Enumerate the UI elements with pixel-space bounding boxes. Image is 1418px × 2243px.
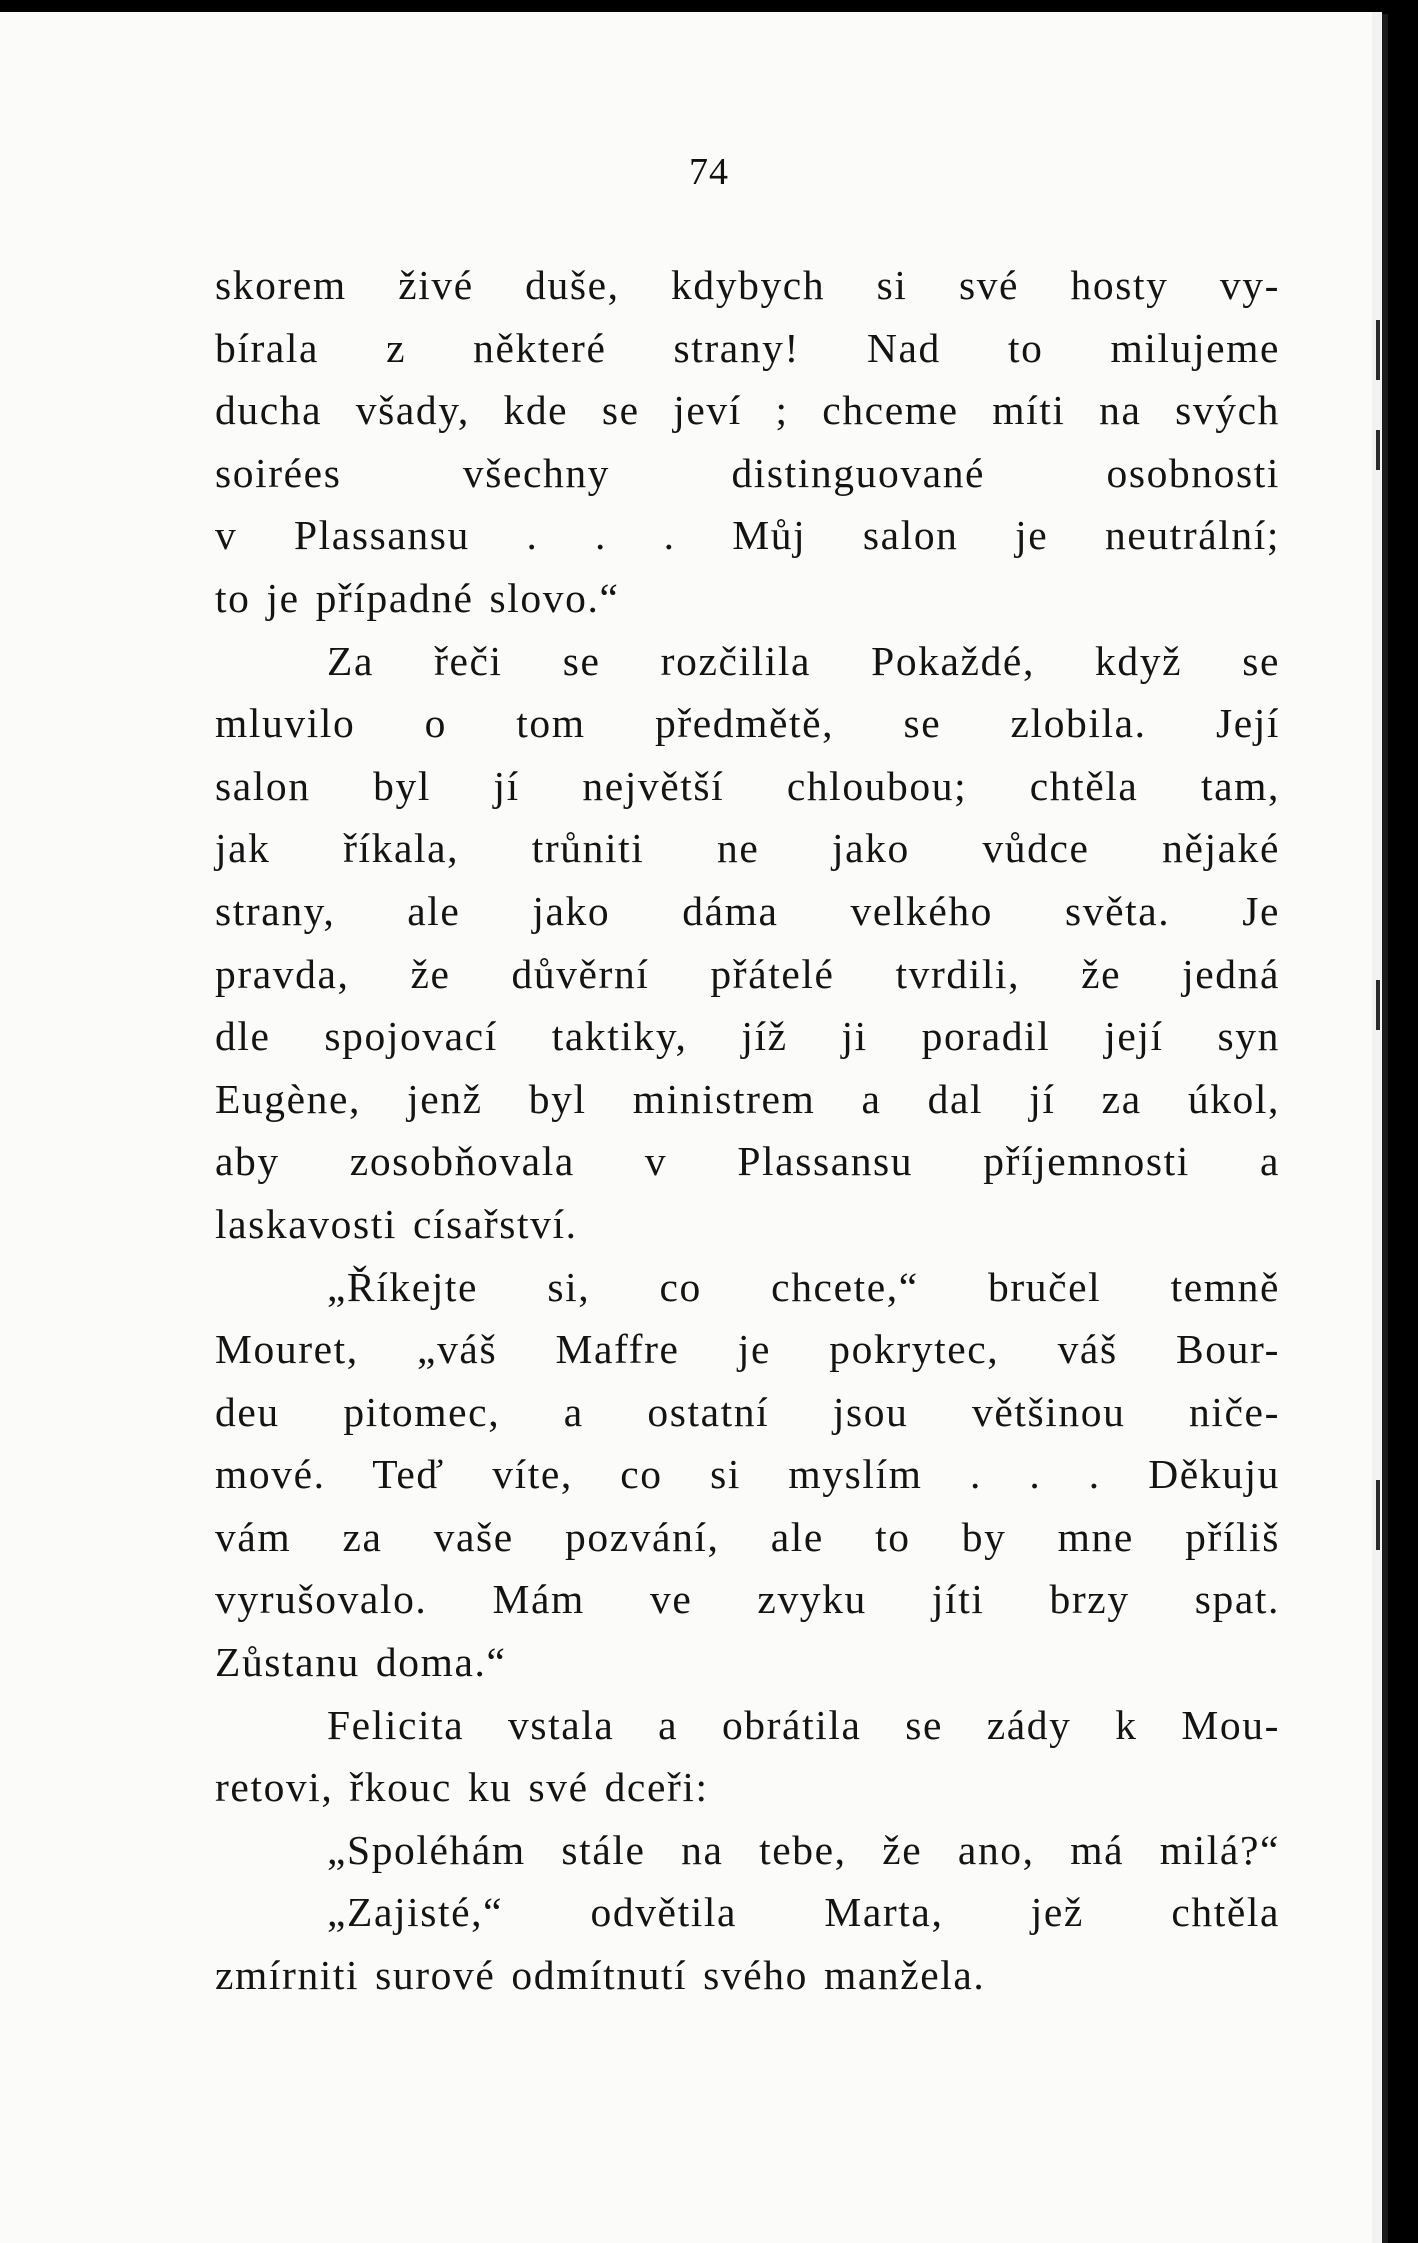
text-line: retovi, řkouc ku své dceři: <box>215 1764 709 1811</box>
text-line: mové. Teď víte, co si myslím . . . Děkuju <box>215 1451 1280 1498</box>
text-line: laskavosti císařství. <box>215 1200 578 1247</box>
text-line: aby zosobňovala v Plassansu příjemnosti a <box>215 1138 1280 1185</box>
text-line: strany, ale jako dáma velkého světa. Je <box>215 887 1280 934</box>
text-line: to je případné slovo.“ <box>215 574 620 621</box>
edge-mark <box>1376 320 1380 380</box>
edge-mark <box>1376 980 1380 1030</box>
text-line: skorem živé duše, kdybych si své hosty vy- <box>215 262 1280 308</box>
text-line: v Plassansu . . . Můj salon je neutrální; <box>215 512 1280 559</box>
text-line: jak říkala, trůniti ne jako vůdce nějaké <box>215 825 1280 872</box>
text-line: soirées všechny distinguované osobnosti <box>215 449 1280 496</box>
text-line: zmírniti surové odmítnutí svého manžela. <box>215 1952 986 1999</box>
text-line: vyrušovalo. Mám ve zvyku jíti brzy spat. <box>215 1576 1280 1623</box>
text-line: Mouret, „váš Maffre je pokrytec, váš Bour- <box>215 1326 1280 1373</box>
page-number: 74 <box>689 151 729 193</box>
text-line: Zůstanu doma.“ <box>215 1639 507 1686</box>
text-line: bírala z některé strany! Nad to milujeme <box>215 324 1280 371</box>
text-line: pravda, že důvěrní přátelé tvrdili, že jedná <box>215 950 1280 997</box>
binding-edge <box>1382 14 1388 2243</box>
text-line: deu pitomec, a ostatní jsou většinou niče- <box>215 1388 1280 1435</box>
text-line: salon byl jí největší chloubou; chtěla tam, <box>215 762 1280 809</box>
text-line: dle spojovací taktiky, jíž ji poradil její syn <box>215 1013 1280 1060</box>
text-line: Felicita vstala a obrátila se zády k Mou- <box>327 1701 1280 1748</box>
text-line: Eugène, jenž byl ministrem a dal jí za úkol, <box>215 1075 1280 1122</box>
text-line: ducha všady, kde se jeví ; chceme míti na svých <box>215 387 1280 434</box>
edge-mark <box>1376 430 1380 470</box>
edge-mark <box>1376 1480 1380 1550</box>
text-line: „Zajisté,“ odvětila Marta, jež chtěla <box>327 1889 1280 1936</box>
body-text <box>215 254 1280 2007</box>
text-line: mluvilo o tom předmětě, se zlobila. Její <box>215 700 1280 747</box>
text-line: vám za vaše pozvání, ale to by mne příliš <box>215 1513 1280 1560</box>
text-line: Za řeči se rozčilila Pokaždé, když se <box>327 637 1280 684</box>
text-line: „Spoléhám stále na tebe, že ano, má milá?“ <box>327 1826 1280 1873</box>
text-line: „Říkejte si, co chcete,“ bručel temně <box>327 1263 1280 1310</box>
